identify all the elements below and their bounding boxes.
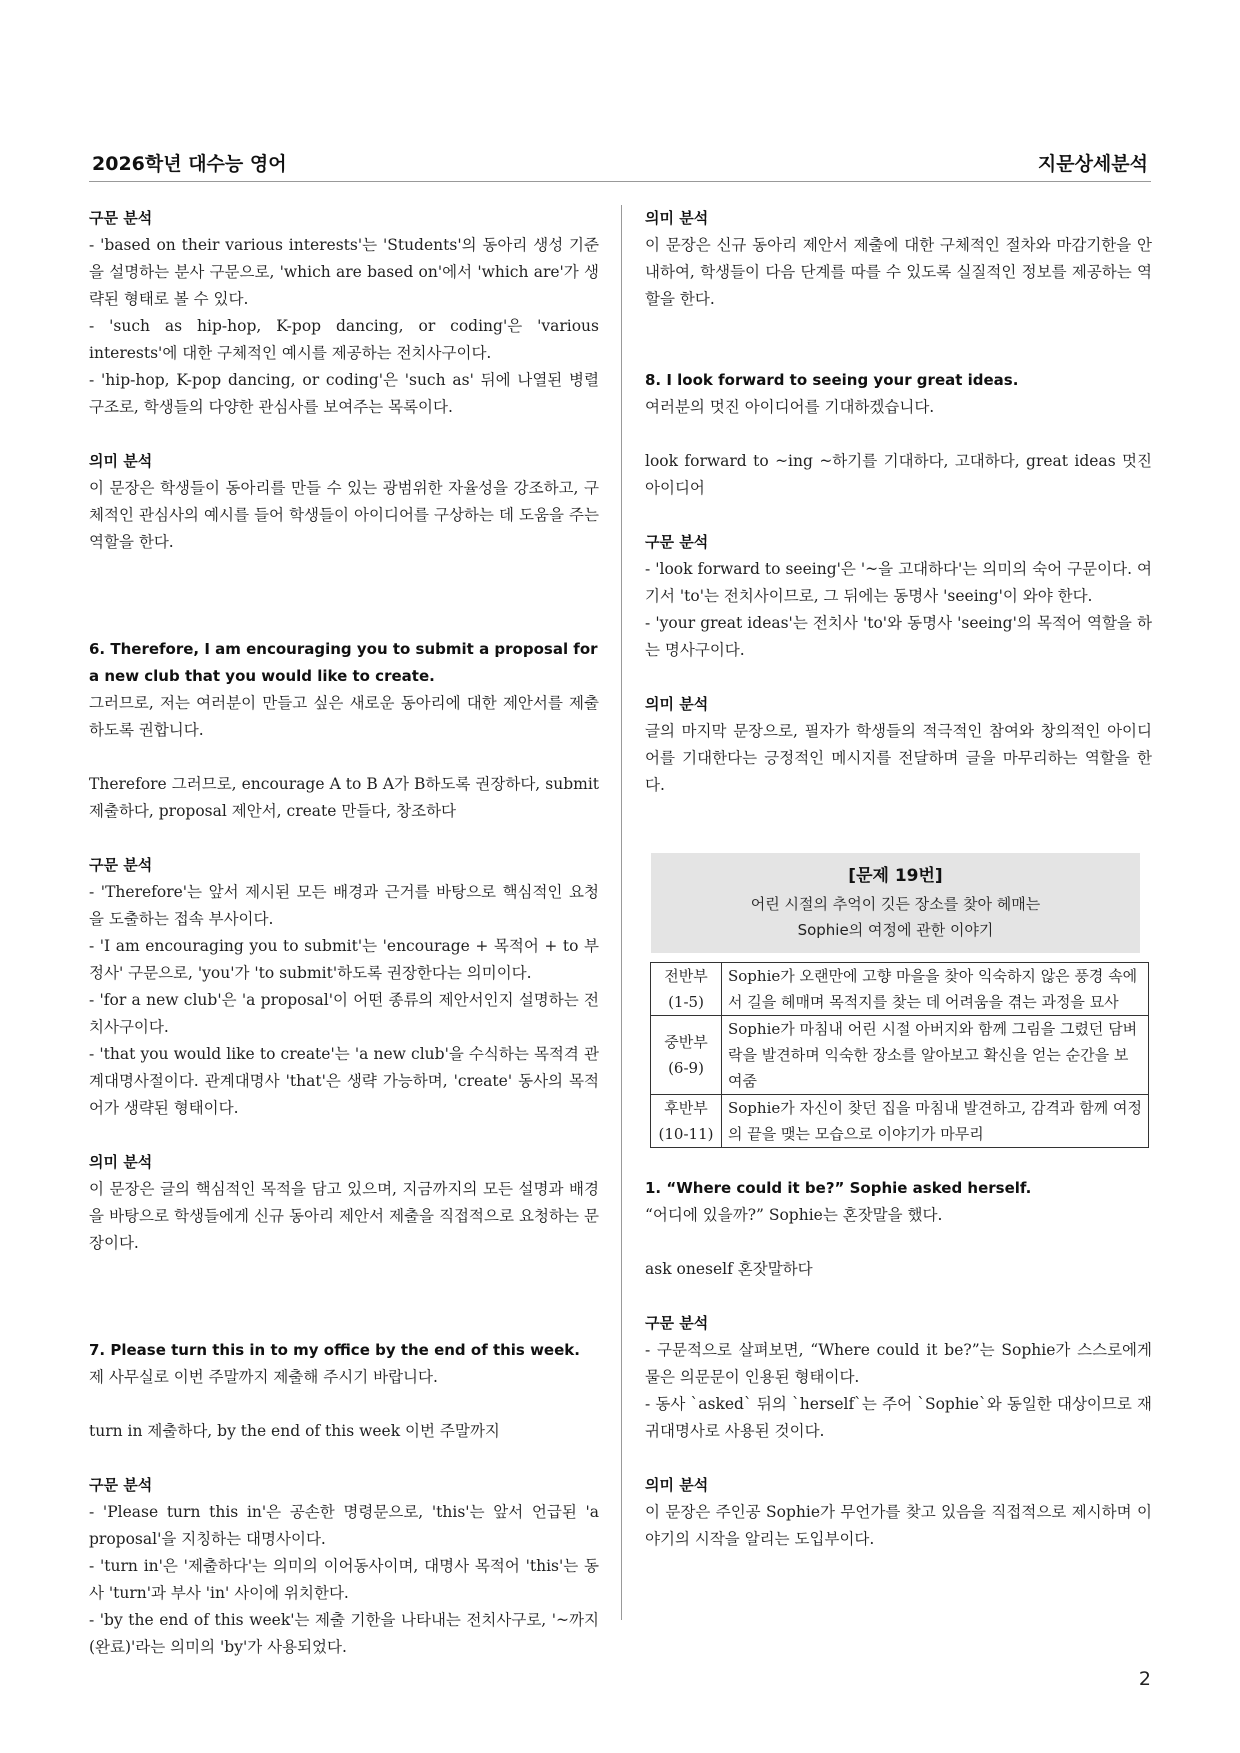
table-row: [651, 1095, 1149, 1148]
analysis-text: - 'your great ideas'는 전치사 'to'와 동명사 'seeing'의 목적어 역할을 하는 명사구이다.: [645, 614, 1152, 659]
analysis-text: 이 문장은 글의 핵심적인 목적을 담고 있으며, 지금까지의 모든 설명과 배경을 바탕으로 학생들에게 신규 동아리 제안서 제출을 직접적으로 요청하는 문장이다.: [89, 1180, 599, 1252]
page-header: [89, 145, 1151, 182]
table-row: [651, 1016, 1149, 1095]
question-19-subtitle: 어린 시절의 추억이 깃든 장소를 찾아 헤매는: [750, 895, 1041, 913]
translation-text: 제 사무실로 이번 주말까지 제출해 주시기 바랍니다.: [89, 1368, 438, 1386]
section-range: (10-11): [658, 1125, 714, 1143]
translation-text: “어디에 있을까?” Sophie는 혼잣말을 했다.: [645, 1206, 943, 1224]
section-label: 중반부: [664, 1033, 708, 1051]
heading-meaning-analysis: 의미 분석: [89, 452, 153, 470]
analysis-text: 이 문장은 주인공 Sophie가 무언가를 찾고 있음을 직접적으로 제시하며 이야기의 시작을 알리는 도입부이다.: [645, 1503, 1152, 1548]
column-divider: [621, 205, 622, 1620]
vocab-text: ask oneself 혼잣말하다: [645, 1260, 813, 1278]
heading-syntax-analysis: 구문 분석: [89, 856, 153, 874]
heading-syntax-analysis: 구문 분석: [89, 209, 153, 227]
table-section-cell: [651, 1016, 722, 1095]
table-section-cell: [651, 963, 722, 1016]
analysis-text: - 'such as hip-hop, K-pop dancing, or coding'은 'various interests'에 대한 구체적인 예시를 제공하는 전치사구이다.: [89, 317, 599, 362]
section-range: (6-9): [668, 1059, 704, 1077]
analysis-text: - 'Therefore'는 앞서 제시된 모든 배경과 근거를 바탕으로 핵심적인 요청을 도출하는 접속 부사이다.: [89, 883, 599, 928]
section-label: 전반부: [664, 967, 708, 985]
analysis-text: - 'look forward to seeing'은 '~을 고대하다'는 의미의 숙어 구문이다. 여기서 'to'는 전치사이므로, 그 뒤에는 동명사 'seeing'이 와야 한다.: [645, 560, 1152, 605]
heading-syntax-analysis: 구문 분석: [89, 1476, 153, 1494]
exam-title: 2026학년 대수능 영어: [92, 153, 287, 175]
sentence-8-title: 8. I look forward to seeing your great ideas.: [645, 371, 1019, 389]
analysis-text: 글의 마지막 문장으로, 필자가 학생들의 적극적인 참여와 창의적인 아이디어를 기대한다는 긍정적인 메시지를 전달하며 글을 마무리하는 역할을 한다.: [645, 722, 1152, 794]
analysis-text: - 'by the end of this week'는 제출 기한을 나타내는 전치사구로, '~까지 (완료)'라는 의미의 'by'가 사용되었다.: [89, 1611, 599, 1656]
section-range: (1-5): [668, 993, 704, 1011]
section-label: 후반부: [664, 1099, 708, 1117]
analysis-text: - 'I am encouraging you to submit'는 'encourage + 목적어 + to 부정사' 구문으로, 'you'가 'to submit'하도록 권장한다는 의미이다.: [89, 937, 599, 982]
analysis-text: - 'based on their various interests'는 'Students'의 동아리 생성 기준을 설명하는 분사 구문으로, 'which are based on'에서 'which are'가 생략된 형태로 볼 수 있다.: [89, 236, 599, 308]
heading-syntax-analysis: 구문 분석: [645, 533, 709, 551]
analysis-text: - 'for a new club'은 'a proposal'이 어떤 종류의 제안서인지 설명하는 전치사구이다.: [89, 991, 599, 1036]
sentence-1-title: 1. “Where could it be?” Sophie asked herself.: [645, 1179, 1032, 1197]
question-19-subtitle: Sophie의 여정에 관한 이야기: [797, 921, 994, 939]
analysis-text: - 'that you would like to create'는 'a new club'을 수식하는 목적격 관계대명사절이다. 관계대명사 'that'은 생략 가능하며, 'create' 동사의 목적어가 생략된 형태이다.: [89, 1045, 599, 1117]
question-19-box: [651, 853, 1140, 953]
table-desc-cell: Sophie가 마침내 어린 시절 아버지와 함께 그림을 그렸던 담벼락을 발견하며 익숙한 장소를 알아보고 확신을 얻는 순간을 보여줌: [722, 1016, 1149, 1095]
vocab-text: look forward to ~ing ~하기를 기대하다, 고대하다, great ideas 멋진 아이디어: [645, 452, 1152, 497]
analysis-text: - 동사 `asked` 뒤의 `herself`는 주어 `Sophie`와 동일한 대상이므로 재귀대명사로 사용된 것이다.: [645, 1395, 1152, 1440]
vocab-text: Therefore 그러므로, encourage A to B A가 B하도록 권장하다, submit 제출하다, proposal 제안서, create 만들다, 창조하다: [89, 775, 599, 820]
right-column: [645, 205, 1152, 1553]
analysis-text: 이 문장은 신규 동아리 제안서 제출에 대한 구체적인 절차와 마감기한을 안내하여, 학생들이 다음 단계를 따를 수 있도록 실질적인 정보를 제공하는 역할을 한다.: [645, 236, 1152, 308]
translation-text: 그러므로, 저는 여러분이 만들고 싶은 새로운 동아리에 대한 제안서를 제출하도록 권합니다.: [89, 694, 599, 739]
structure-table: [650, 962, 1149, 1148]
section-title: 지문상세분석: [1037, 153, 1148, 175]
vocab-text: turn in 제출하다, by the end of this week 이번 주말까지: [89, 1422, 500, 1440]
heading-meaning-analysis: 의미 분석: [89, 1153, 153, 1171]
table-desc-cell: Sophie가 오랜만에 고향 마을을 찾아 익숙하지 않은 풍경 속에서 길을 헤매며 목적지를 찾는 데 어려움을 겪는 과정을 묘사: [722, 963, 1149, 1016]
analysis-text: 이 문장은 학생들이 동아리를 만들 수 있는 광범위한 자율성을 강조하고, 구체적인 관심사의 예시를 들어 학생들이 아이디어를 구상하는 데 도움을 주는 역할을 한다.: [89, 479, 599, 551]
page-number: 2: [1138, 1668, 1151, 1690]
sentence-7-title: 7. Please turn this in to my office by the end of this week.: [89, 1341, 580, 1359]
left-column: [89, 205, 599, 1661]
sentence-6-title: 6. Therefore, I am encouraging you to submit a proposal for a new club that you would like to create.: [89, 640, 598, 685]
question-19-title: [문제 19번]: [848, 866, 943, 886]
analysis-text: - 구문적으로 살펴보면, “Where could it be?”는 Sophie가 스스로에게 물은 의문문이 인용된 형태이다.: [645, 1341, 1152, 1386]
table-section-cell: [651, 1095, 722, 1148]
table-row: [651, 963, 1149, 1016]
heading-meaning-analysis: 의미 분석: [645, 1476, 709, 1494]
translation-text: 여러분의 멋진 아이디어를 기대하겠습니다.: [645, 398, 935, 416]
table-desc-cell: Sophie가 자신이 찾던 집을 마침내 발견하고, 감격과 함께 여정의 끝을 맺는 모습으로 이야기가 마무리: [722, 1095, 1149, 1148]
analysis-text: - 'turn in'은 '제출하다'는 의미의 이어동사이며, 대명사 목적어 'this'는 동사 'turn'과 부사 'in' 사이에 위치한다.: [89, 1557, 599, 1602]
heading-meaning-analysis: 의미 분석: [645, 695, 709, 713]
heading-syntax-analysis: 구문 분석: [645, 1314, 709, 1332]
heading-meaning-analysis: 의미 분석: [645, 209, 709, 227]
analysis-text: - 'hip-hop, K-pop dancing, or coding'은 'such as' 뒤에 나열된 병렬 구조로, 학생들의 다양한 관심사를 보여주는 목록이다.: [89, 371, 599, 416]
analysis-text: - 'Please turn this in'은 공손한 명령문으로, 'this'는 앞서 언급된 'a proposal'을 지칭하는 대명사이다.: [89, 1503, 599, 1548]
